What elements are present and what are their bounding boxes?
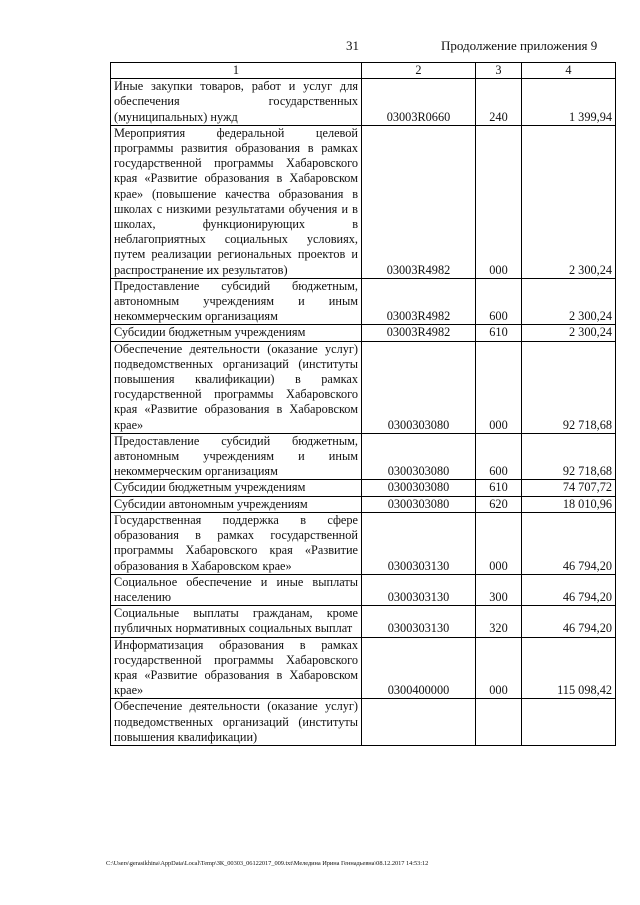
table-row — [111, 699, 616, 746]
row-code-cell — [362, 699, 476, 746]
row-name-cell: Предоставление субсидий бюджетным, автономным учреждениям и иным некоммерческим организациям — [111, 433, 362, 480]
row-name-cell: Социальное обеспечение и иные выплаты населению — [111, 574, 362, 605]
row-type-cell: 000 — [476, 637, 522, 699]
row-amount-cell: 2 300,24 — [522, 325, 616, 341]
row-code-cell: 0300303130 — [362, 574, 476, 605]
column-header-name: 1 — [111, 63, 362, 79]
row-amount-cell: 1 399,94 — [522, 79, 616, 126]
row-name-cell: Мероприятия федеральной целевой программы развития образования в рамках государственной программы Хабаровского края «Развитие образования в Хабаровском крае» (повышение качества образования в школах с низкими результатами обучения и в школах, функционирующих в неблагоприятных социальных условиях, путем реализации региональных проектов и распространение их результатов) — [111, 125, 362, 278]
row-amount-cell: 74 707,72 — [522, 480, 616, 496]
row-code-cell: 0300303080 — [362, 496, 476, 512]
column-header-code: 2 — [362, 63, 476, 79]
row-amount-cell: 92 718,68 — [522, 433, 616, 480]
row-type-cell: 320 — [476, 606, 522, 637]
row-type-cell: 600 — [476, 433, 522, 480]
row-code-cell: 0300303080 — [362, 433, 476, 480]
row-type-cell: 610 — [476, 480, 522, 496]
budget-table — [110, 62, 616, 746]
row-code-cell: 03003R4982 — [362, 125, 476, 278]
row-name-cell: Предоставление субсидий бюджетным, автономным учреждениям и иным некоммерческим организациям — [111, 278, 362, 325]
row-code-cell: 0300303080 — [362, 480, 476, 496]
row-code-cell: 03003R4982 — [362, 325, 476, 341]
appendix-continuation-label: Продолжение приложения 9 — [441, 38, 598, 53]
column-header-amount: 4 — [522, 63, 616, 79]
row-amount-cell: 46 794,20 — [522, 574, 616, 605]
row-code-cell: 0300303130 — [362, 606, 476, 637]
table-row — [111, 496, 616, 512]
row-code-cell: 0300303080 — [362, 341, 476, 433]
row-name-cell: Субсидии бюджетным учреждениям — [111, 325, 362, 341]
row-amount-cell: 18 010,96 — [522, 496, 616, 512]
row-name-cell: Обеспечение деятельности (оказание услуг) подведомственных организаций (институты повышения квалификации) в рамках государственной программы Хабаровского края «Развитие образования в Хабаровском крае» — [111, 341, 362, 433]
column-header-type: 3 — [476, 63, 522, 79]
row-name-cell: Субсидии бюджетным учреждениям — [111, 480, 362, 496]
row-amount-cell: 115 098,42 — [522, 637, 616, 699]
page-number: 31 — [346, 38, 359, 53]
table-row — [111, 278, 616, 325]
row-type-cell: 240 — [476, 79, 522, 126]
row-amount-cell — [522, 699, 616, 746]
row-code-cell: 03003R4982 — [362, 278, 476, 325]
table-row — [111, 512, 616, 574]
table-row — [111, 125, 616, 278]
table-row — [111, 637, 616, 699]
row-name-cell: Социальные выплаты гражданам, кроме публичных нормативных социальных выплат — [111, 606, 362, 637]
row-name-cell: Субсидии автономным учреждениям — [111, 496, 362, 512]
row-type-cell: 620 — [476, 496, 522, 512]
table-row — [111, 433, 616, 480]
table-header-row — [111, 63, 616, 79]
row-amount-cell: 46 794,20 — [522, 512, 616, 574]
row-name-cell: Информатизация образования в рамках государственной программы Хабаровского края «Развитие образования в Хабаровском крае» — [111, 637, 362, 699]
row-name-cell: Государственная поддержка в сфере образования в рамках государственной программы Хабаровского края «Развитие образования в Хабаровском крае» — [111, 512, 362, 574]
row-name-cell: Иные закупки товаров, работ и услуг для обеспечения государственных (муниципальных) нужд — [111, 79, 362, 126]
row-amount-cell: 2 300,24 — [522, 125, 616, 278]
row-type-cell — [476, 699, 522, 746]
row-type-cell: 000 — [476, 512, 522, 574]
table-row — [111, 480, 616, 496]
row-amount-cell: 46 794,20 — [522, 606, 616, 637]
table-row — [111, 341, 616, 433]
row-type-cell: 610 — [476, 325, 522, 341]
row-code-cell: 03003R0660 — [362, 79, 476, 126]
file-path-footer: C:\Users\gerasikhina\AppData\Local\Temp\ЗК_00303_06122017_009.txt\Меледина Ирина Геннадьевна\08.12.2017 14:53:12 — [106, 860, 429, 867]
row-type-cell: 000 — [476, 125, 522, 278]
table-row — [111, 79, 616, 126]
row-type-cell: 600 — [476, 278, 522, 325]
table-row — [111, 574, 616, 605]
row-amount-cell: 2 300,24 — [522, 278, 616, 325]
row-type-cell: 000 — [476, 341, 522, 433]
row-code-cell: 0300400000 — [362, 637, 476, 699]
row-name-cell: Обеспечение деятельности (оказание услуг) подведомственных организаций (институты повышения квалификации) — [111, 699, 362, 746]
table-row — [111, 606, 616, 637]
row-amount-cell: 92 718,68 — [522, 341, 616, 433]
row-code-cell: 0300303130 — [362, 512, 476, 574]
row-type-cell: 300 — [476, 574, 522, 605]
table-row — [111, 325, 616, 341]
